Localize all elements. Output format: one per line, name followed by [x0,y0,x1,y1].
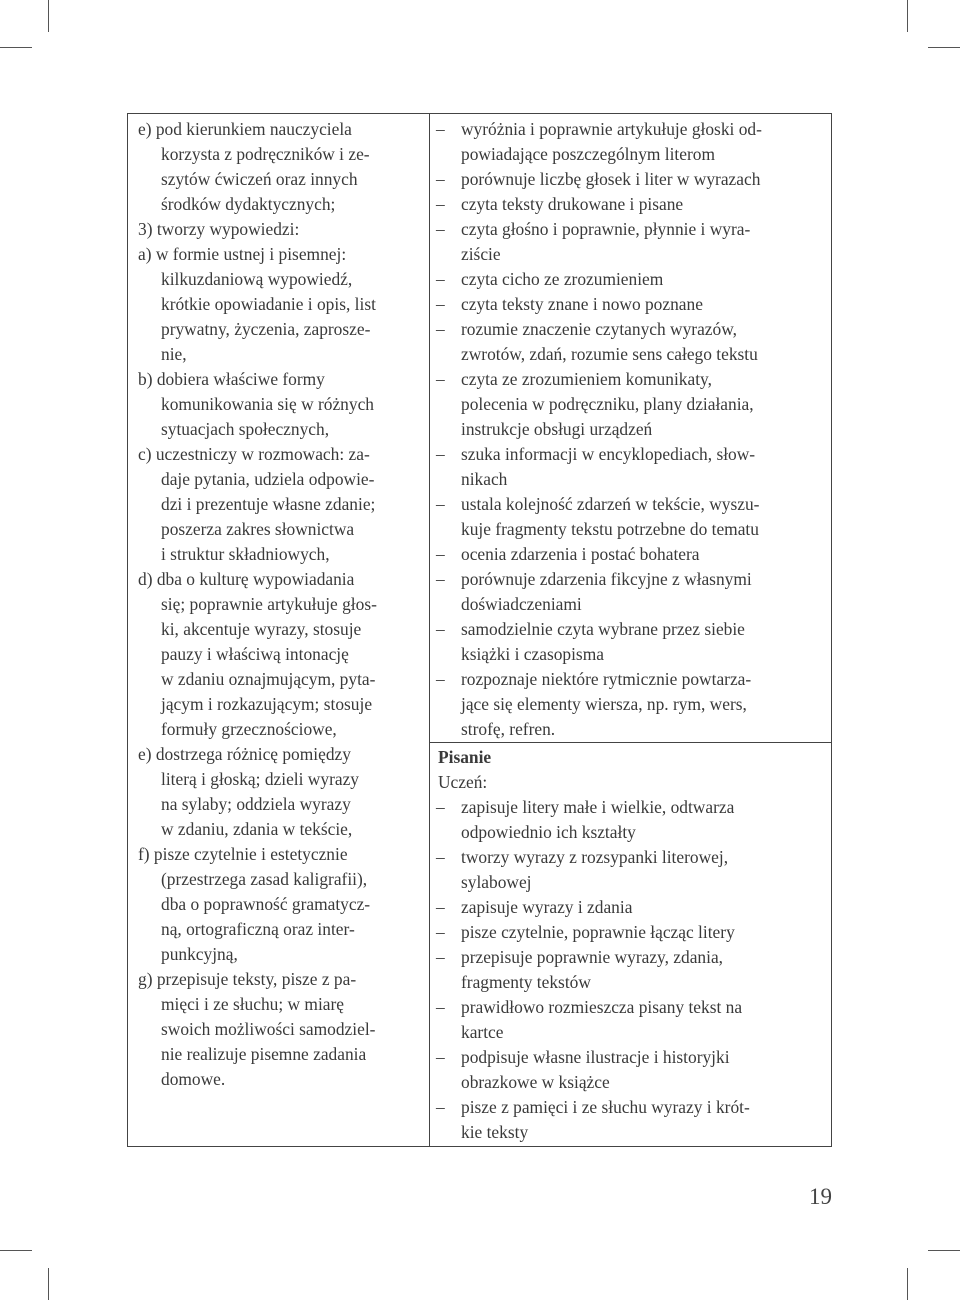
list-item-line: instrukcje obsługi urządzeń [461,419,653,439]
text-line: literą i głoską; dzieli wyrazy [161,769,359,789]
text-line: g) przepisuje teksty, pisze z pa- [138,969,357,989]
dash-bullet-icon: – [436,119,445,139]
text-line: d) dba o kulturę wypowiadania [138,569,355,589]
text-line: się; poprawnie artykułuje głos- [161,594,377,614]
list-item-line: tworzy wyrazy z rozsypanki literowej, [461,847,729,867]
text-line: dzi i prezentuje własne zdanie; [161,494,376,514]
section-subheading: Uczeń: [438,772,488,792]
list-item-line: czyta cicho ze zrozumieniem [461,269,664,289]
list-item-line: kuje fragmenty tekstu potrzebne do tematu [461,519,759,539]
text-line: e) dostrzega różnicę pomiędzy [138,744,351,764]
text-line: pauzy i właściwą intonację [161,644,349,664]
list-item-line: ocenia zdarzenia i postać bohatera [461,544,700,564]
list-item [438,567,828,617]
list-item-line: rozumie znaczenie czytanych wyrazów, [461,319,737,339]
crop-mark [928,1250,960,1251]
crop-mark [907,1268,908,1300]
dash-bullet-icon: – [436,194,445,214]
crop-mark [928,47,960,48]
crop-mark [907,0,908,32]
curriculum-table [127,113,832,1147]
dash-bullet-icon: – [436,997,445,1017]
list-item [438,192,828,217]
list-item [438,367,828,442]
dash-bullet-icon: – [436,1097,445,1117]
list-item-line: czyta teksty drukowane i pisane [461,194,684,214]
text-line: (przestrzega zasad kaligrafii), [161,869,368,889]
list-item [438,995,828,1045]
list-item-line: pisze z pamięci i ze słuchu wyrazy i krót- [461,1097,750,1117]
dash-bullet-icon: – [436,797,445,817]
list-item [438,667,828,742]
text-line: dba o poprawność gramatycz- [161,894,371,914]
list-item-line: szuka informacji w encyklopediach, słow- [461,444,756,464]
dash-bullet-icon: – [436,569,445,589]
list-item-line: czyta teksty znane i nowo poznane [461,294,703,314]
list-item [438,167,828,192]
list-item-line: fragmenty tekstów [461,972,591,992]
list-item-line: kartce [461,1022,504,1042]
dash-bullet-icon: – [436,1047,445,1067]
text-line: krótkie opowiadanie i opis, list [161,294,376,314]
list-item [438,845,828,895]
text-line: domowe. [161,1069,226,1089]
text-line: formuły grzecznościowe, [161,719,337,739]
text-line: jącym i rozkazującym; stosuje [161,694,373,714]
list-item [438,920,828,945]
list-item [438,617,828,667]
text-line: kilkuzdaniową wypowiedź, [161,269,353,289]
text-line: i struktur składniowych, [161,544,330,564]
text-line: nie realizuje pisemne zadania [161,1044,367,1064]
crop-mark [0,1250,32,1251]
list-item-line: przepisuje poprawnie wyrazy, zdania, [461,947,724,967]
text-line: sytuacjach społecznych, [161,419,330,439]
crop-mark [0,47,32,48]
text-line: komunikowania się w różnych [161,394,374,414]
text-line: korzysta z podręczników i ze- [161,144,370,164]
list-item [438,1045,828,1095]
list-item-line: ziście [461,244,501,264]
text-line: c) uczestniczy w rozmowach: za- [138,444,370,464]
text-line: środków dydaktycznych; [161,194,336,214]
reading-skills-list [438,117,828,742]
list-item [438,795,828,845]
text-line: swoich możliwości samodziel- [161,1019,376,1039]
text-line: 3) tworzy wypowiedzi: [138,219,300,239]
list-item-line: odpowiednio ich kształty [461,822,636,842]
crop-mark [48,1268,49,1300]
list-item-line: nikach [461,469,508,489]
list-item-line: pisze czytelnie, poprawnie łącząc litery [461,922,735,942]
dash-bullet-icon: – [436,544,445,564]
list-item [438,542,828,567]
list-item [438,267,828,292]
list-item-line: ustala kolejność zdarzeń w tekście, wyszu- [461,494,760,514]
dash-bullet-icon: – [436,947,445,967]
dash-bullet-icon: – [436,847,445,867]
text-line: daje pytania, udziela odpowie- [161,469,375,489]
text-line: w zdaniu oznajmującym, pyta- [161,669,376,689]
text-line: a) w formie ustnej i pisemnej: [138,244,347,264]
list-item [438,117,828,167]
list-item [438,492,828,542]
list-item-line: kie teksty [461,1122,529,1142]
row-divider [429,742,831,743]
text-line: poszerza zakres słownictwa [161,519,355,539]
dash-bullet-icon: – [436,669,445,689]
left-column-text [138,117,426,1092]
text-line: e) pod kierunkiem nauczyciela [138,119,352,139]
text-line: f) pisze czytelnie i estetycznie [138,844,348,864]
dash-bullet-icon: – [436,219,445,239]
list-item-line: prawidłowo rozmieszcza pisany tekst na [461,997,743,1017]
list-item [438,292,828,317]
list-item-line: sylabowej [461,872,532,892]
list-item-line: porównuje liczbę głosek i liter w wyrazach [461,169,761,189]
list-item-line: porównuje zdarzenia fikcyjne z własnymi [461,569,752,589]
text-line: prywatny, życzenia, zaprosze- [161,319,371,339]
writing-section [438,745,828,1145]
list-item-line: zwrotów, zdań, rozumie sens całego tekstu [461,344,758,364]
list-item-line: obrazkowe w książce [461,1072,610,1092]
page-number: 19 [809,1184,832,1209]
list-item [438,442,828,492]
list-item [438,317,828,367]
dash-bullet-icon: – [436,269,445,289]
list-item-line: podpisuje własne ilustracje i historyjki [461,1047,730,1067]
list-item-line: czyta głośno i poprawnie, płynnie i wyra- [461,219,751,239]
text-line: szytów ćwiczeń oraz innych [161,169,358,189]
list-item-line: czyta ze zrozumieniem komunikaty, [461,369,712,389]
dash-bullet-icon: – [436,294,445,314]
dash-bullet-icon: – [436,494,445,514]
dash-bullet-icon: – [436,369,445,389]
text-line: ną, ortograficzną oraz inter- [161,919,355,939]
text-line: b) dobiera właściwe formy [138,369,325,389]
list-item [438,217,828,267]
list-item [438,895,828,920]
text-line: punkcyjną, [161,944,238,964]
list-item-line: jące się elementy wiersza, np. rym, wers, [461,694,747,714]
column-divider [429,114,430,1146]
list-item-line: doświadczeniami [461,594,582,614]
list-item-line: samodzielnie czyta wybrane przez siebie [461,619,745,639]
list-item-line: strofę, refren. [461,719,556,739]
list-item-line: powiadające poszczególnym literom [461,144,715,164]
list-item-line: książki i czasopisma [461,644,604,664]
text-line: w zdaniu, zdania w tekście, [161,819,353,839]
dash-bullet-icon: – [436,619,445,639]
dash-bullet-icon: – [436,444,445,464]
dash-bullet-icon: – [436,169,445,189]
section-heading: Pisanie [438,747,492,767]
text-line: mięci i ze słuchu; w miarę [161,994,345,1014]
dash-bullet-icon: – [436,922,445,942]
list-item [438,1095,828,1145]
dash-bullet-icon: – [436,319,445,339]
crop-mark [48,0,49,32]
list-item-line: wyróżnia i poprawnie artykułuje głoski od- [461,119,762,139]
list-item-line: zapisuje litery małe i wielkie, odtwarza [461,797,735,817]
dash-bullet-icon: – [436,897,445,917]
list-item-line: zapisuje wyrazy i zdania [461,897,633,917]
list-item [438,945,828,995]
writing-skills-list [438,795,828,1145]
text-line: ki, akcentuje wyrazy, stosuje [161,619,362,639]
text-line: nie, [161,344,187,364]
list-item-line: polecenia w podręczniku, plany działania, [461,394,754,414]
list-item-line: rozpoznaje niektóre rytmicznie powtarza- [461,669,752,689]
text-line: na sylaby; oddziela wyrazy [161,794,351,814]
